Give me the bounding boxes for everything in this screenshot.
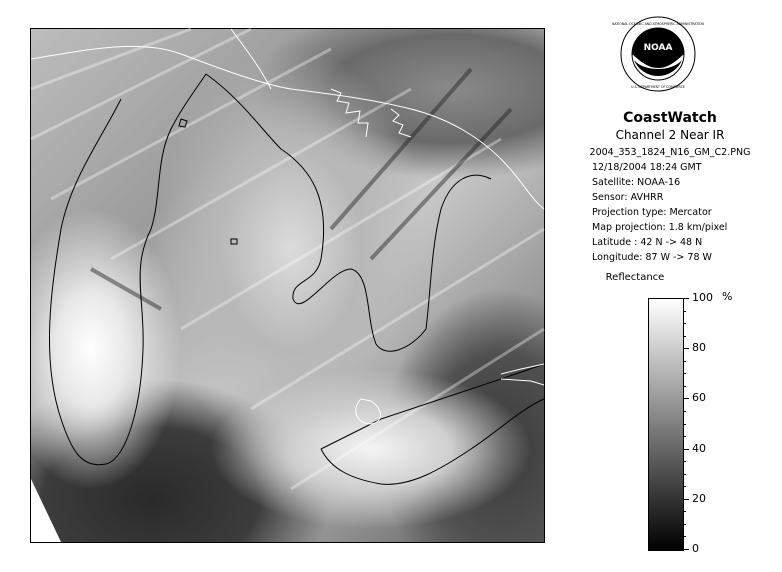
colorbar-minor-tick xyxy=(683,323,686,324)
sensor-label: Sensor: AVHRR xyxy=(592,192,664,203)
colorbar-tick-label: 100 xyxy=(692,291,713,304)
colorbar-minor-tick xyxy=(683,398,686,399)
channel-label: Channel 2 Near IR xyxy=(615,128,725,142)
longitude-label: Longitude: 87 W -> 78 W xyxy=(592,252,712,263)
colorbar-minor-tick xyxy=(683,449,686,450)
noaa-logo-icon xyxy=(612,16,704,92)
colorbar-tick-label: 80 xyxy=(692,341,706,355)
colorbar-minor-tick xyxy=(683,373,686,374)
cloud-streaks xyxy=(31,29,544,489)
app-title: CoastWatch xyxy=(623,110,717,126)
colorbar-label: Reflectance xyxy=(605,272,665,283)
colorbar-minor-tick xyxy=(683,411,686,412)
lake-huron-coast xyxy=(206,74,491,351)
no-data-wedge xyxy=(31,479,61,542)
logo-center-text: NOAA xyxy=(643,43,673,53)
projection-type-label: Projection type: Mercator xyxy=(592,207,712,218)
colorbar-minor-tick xyxy=(683,336,686,337)
colorbar-minor-tick xyxy=(683,461,686,462)
colorbar-minor-tick xyxy=(683,524,686,525)
colorbar-minor-tick xyxy=(683,386,686,387)
colorbar-tick-label: 60 xyxy=(692,391,706,405)
colorbar-minor-tick xyxy=(683,499,686,500)
colorbar-unit: % xyxy=(722,290,733,303)
datetime-label: 12/18/2004 18:24 GMT xyxy=(592,162,702,173)
colorbar-minor-tick xyxy=(683,298,686,299)
colorbar-tick-label: 0 xyxy=(692,542,699,555)
colorbar xyxy=(648,298,684,551)
lake-michigan-coast xyxy=(49,74,206,465)
colorbar-tick-label: 40 xyxy=(692,441,706,455)
colorbar-minor-tick xyxy=(683,536,686,537)
colorbar-minor-tick xyxy=(683,311,686,312)
logo-ring-bottom: U.S. DEPARTMENT OF COMMERCE xyxy=(631,85,685,89)
coastline-overlay xyxy=(31,29,544,542)
colorbar-minor-tick xyxy=(683,348,686,349)
colorbar-minor-tick xyxy=(683,511,686,512)
colorbar-minor-tick xyxy=(683,436,686,437)
colorbar-minor-tick xyxy=(683,486,686,487)
colorbar-minor-tick xyxy=(683,549,686,550)
colorbar-minor-tick xyxy=(683,474,686,475)
dark-streaks xyxy=(91,69,511,309)
colorbar-tick-label: 20 xyxy=(692,491,706,505)
lake-erie-coast xyxy=(321,364,544,449)
map-projection-label: Map projection: 1.8 km/pixel xyxy=(592,222,728,233)
colorbar-minor-tick xyxy=(683,424,686,425)
satellite-label: Satellite: NOAA-16 xyxy=(592,177,681,188)
logo-ring-top: NATIONAL OCEANIC AND ATMOSPHERIC ADMINISTRATION xyxy=(612,22,704,26)
colorbar-minor-tick xyxy=(683,361,686,362)
satellite-image xyxy=(30,28,545,543)
filename-label: 2004_353_1824_N16_GM_C2.PNG xyxy=(589,147,751,158)
latitude-label: Latitude : 42 N -> 48 N xyxy=(592,237,703,248)
